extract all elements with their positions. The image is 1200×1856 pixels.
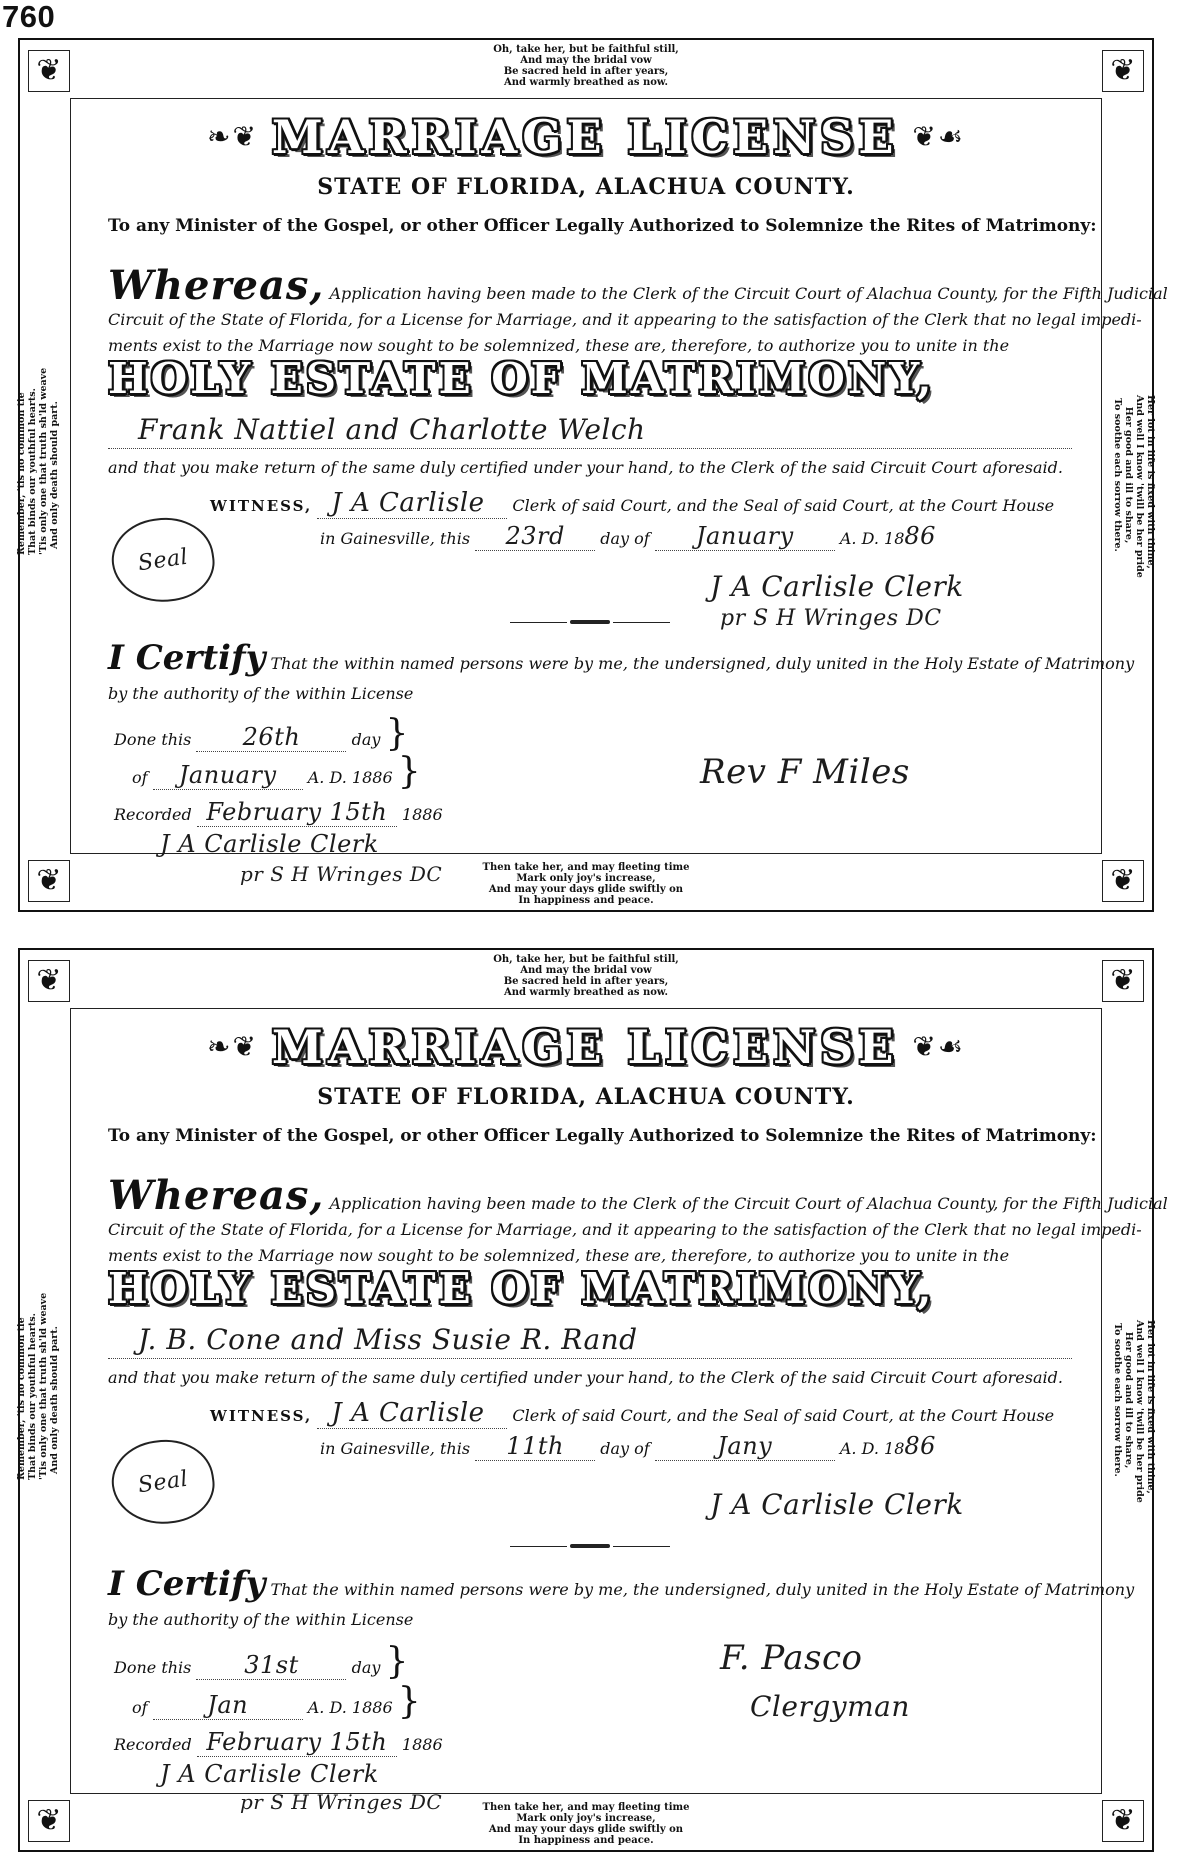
state-heading: STATE OF FLORIDA, ALACHUA COUNTY. [317,174,855,200]
done-day-value: 26th [242,723,301,751]
poem-top: Oh, take her, but be faithful still, And may the bridal vow Be sacred held in after years, And warmly breathed as now. [493,954,679,998]
body-line-2: Circuit of the State of Florida, for a License for Marriage, and it appearing to the satisfaction of the Clerk that no legal impedi- [108,1220,1142,1239]
body-line-2: Circuit of the State of Florida, for a License for Marriage, and it appearing to the satisfaction of the Clerk that no legal impedi- [108,310,1142,329]
marriage-license-1 [16,38,1168,912]
in-gainesville-text: in Gainesville, this [320,529,471,548]
license-title [20,108,1152,166]
year-value: 86 [904,1432,936,1460]
of-label: of [132,1698,148,1717]
page-number: 760 [2,0,56,34]
recorded-value: February 15th [206,1728,388,1756]
clerk-signature: J A Carlisle Clerk [710,1488,964,1521]
divider [510,616,670,628]
recorded-year: 1886 [401,805,443,824]
flourish-left-icon: ❧❦ [207,120,258,153]
witness-row [210,1398,1072,1429]
holy-estate-heading: HOLY ESTATE OF MATRIMONY, [108,354,935,403]
ad-full: A. D. 1886 [307,768,393,787]
clerk-signature: J A Carlisle Clerk [710,570,964,603]
recorder-signature: J A Carlisle Clerk [160,830,379,858]
side-verse-right: Her lot in life is fixed with thine, And well I know 'twill be her pride Her good and ill to share, To soothe each sorrow there. [1112,1320,1156,1503]
recorded-value: February 15th [206,798,388,826]
side-verse-right: Her lot in life is fixed with thine, And well I know 'twill be her pride Her good and ill to share, To soothe each sorrow there. [1112,395,1156,578]
done-day-value: 31st [244,1651,299,1679]
authority-line: by the authority of the within License [108,1610,414,1629]
brace-icon: } [385,1641,409,1682]
date-row [320,522,1072,551]
done-label: Done this [114,1658,192,1677]
certify-row [108,1564,1135,1604]
witness-text: Clerk of said Court, and the Seal of said Court, at the Court House [512,1406,1055,1425]
authority-line: by the authority of the within License [108,684,414,703]
flourish-right-icon: ❦☙ [912,1030,965,1063]
ornament-icon: ❦ [1102,860,1144,902]
year-value: 86 [904,522,936,550]
names-field [108,1322,1072,1359]
ornament-icon: ❦ [28,50,70,92]
ornament-icon: ❦ [28,860,70,902]
of-month-value: January [178,761,277,789]
flourish-right-icon: ❦☙ [912,120,965,153]
poem-top: Oh, take her, but be faithful still, And may the bridal vow Be sacred held in after years, And warmly breathed as now. [493,44,679,88]
deputy-signature: pr S H Wringes DC [720,606,942,631]
body-line-3: ments exist to the Marriage now sought to be solemnized, these are, therefore, to authorize you to unite in the [108,1246,1010,1265]
whereas-paragraph [108,262,1168,309]
witness-signature: J A Carlisle [331,488,485,518]
address-line: To any Minister of the Gospel, or other Officer Legally Authorized to Solemnize the Rites of Matrimony: [108,216,1097,236]
whereas-heading: Whereas, [108,262,325,309]
license-title [20,1018,1152,1076]
done-row [114,713,1072,754]
whereas-paragraph [108,1172,1168,1219]
poem-bottom: Then take her, and may fleeting time Mark only joy's increase, And may your days glide swiftly on In happiness and peace. [482,1802,690,1846]
recorder-deputy-signature: pr S H Wringes DC [240,862,443,886]
couple-names: Frank Nattiel and Charlotte Welch [138,413,646,446]
body-line-1: Application having been made to the Clerk of the Circuit Court of Alachua County, for the Fifth Judicial [329,284,1168,303]
certify-heading: I Certify [108,1564,266,1604]
address-line: To any Minister of the Gospel, or other Officer Legally Authorized to Solemnize the Rites of Matrimony: [108,1126,1097,1146]
side-verse-left: Remember, 'tis no common tie That binds our youthful hearts. 'Tis only one that truth sh'ld weave And only death should part. [16,367,60,555]
day-label: day [351,1658,381,1677]
done-row [114,1641,1072,1682]
seal-text: Seal [136,544,190,576]
divider [510,1540,670,1552]
whereas-heading: Whereas, [108,1172,325,1219]
month-value: January [695,522,794,550]
ad-label: A. D. 18 [839,1439,905,1458]
recorder-deputy-signature: pr S H Wringes DC [240,1790,443,1814]
day-of-label: day of [600,529,650,548]
witness-signature: J A Carlisle [331,1398,485,1428]
brace-icon: } [385,713,409,754]
day-of-label: day of [600,1439,650,1458]
certify-heading: I Certify [108,638,266,678]
ornament-icon: ❦ [1102,1800,1144,1842]
ornament-icon: ❦ [1102,50,1144,92]
witness-label: WITNESS, [210,497,313,515]
poem-bottom: Then take her, and may fleeting time Mark only joy's increase, And may your days glide swiftly on In happiness and peace. [482,862,690,906]
officiant-signature: F. Pasco [720,1638,863,1678]
of-label: of [132,768,148,787]
return-line: and that you make return of the same duly certified under your hand, to the Clerk of the said Circuit Court aforesaid. [108,458,1063,477]
recorded-label: Recorded [114,805,192,824]
brace-icon: } [397,1681,421,1722]
of-row [132,1681,1072,1722]
return-line: and that you make return of the same duly certified under your hand, to the Clerk of the said Circuit Court aforesaid. [108,1368,1063,1387]
recorded-row [114,798,1072,827]
ad-label: A. D. 18 [839,529,905,548]
day-label: day [351,730,381,749]
recorded-year: 1886 [401,1735,443,1754]
witness-row [210,488,1072,519]
body-line-1: Application having been made to the Clerk of the Circuit Court of Alachua County, for the Fifth Judicial [329,1194,1168,1213]
marriage-license-2 [16,948,1168,1852]
witness-label: WITNESS, [210,1407,313,1425]
certify-text: That the within named persons were by me, the undersigned, duly united in the Holy Estate of Matrimony [270,1580,1135,1599]
ornament-icon: ❦ [28,960,70,1002]
ad-full: A. D. 1886 [307,1698,393,1717]
of-month-value: Jan [207,1691,249,1719]
certify-text: That the within named persons were by me, the undersigned, duly united in the Holy Estate of Matrimony [270,654,1135,673]
day-value: 23rd [505,522,565,550]
title-text: MARRIAGE LICENSE [271,1020,899,1074]
in-gainesville-text: in Gainesville, this [320,1439,471,1458]
holy-estate-heading: HOLY ESTATE OF MATRIMONY, [108,1264,935,1313]
state-heading: STATE OF FLORIDA, ALACHUA COUNTY. [317,1084,855,1110]
month-value: Jany [717,1432,773,1460]
date-row [320,1432,1072,1461]
certify-row [108,638,1135,678]
couple-names: J. B. Cone and Miss Susie R. Rand [138,1323,638,1356]
flourish-left-icon: ❧❦ [207,1030,258,1063]
of-row [132,751,1072,792]
recorder-signature: J A Carlisle Clerk [160,1760,379,1788]
done-label: Done this [114,730,192,749]
body-line-3: ments exist to the Marriage now sought to be solemnized, these are, therefore, to authorize you to unite in the [108,336,1010,355]
officiant-signature: Rev F Miles [700,752,910,792]
day-value: 11th [506,1432,564,1460]
seal-text: Seal [136,1466,190,1498]
ornament-icon: ❦ [1102,960,1144,1002]
brace-icon: } [397,751,421,792]
officiant-title: Clergyman [750,1690,910,1723]
recorded-row [114,1728,1072,1757]
names-field [108,412,1072,449]
title-text: MARRIAGE LICENSE [271,110,899,164]
recorded-label: Recorded [114,1735,192,1754]
ornament-icon: ❦ [28,1800,70,1842]
witness-text: Clerk of said Court, and the Seal of said Court, at the Court House [512,496,1055,515]
side-verse-left: Remember, 'tis no common tie That binds our youthful hearts. 'Tis only one that truth sh'ld weave And only death should part. [16,1292,60,1480]
